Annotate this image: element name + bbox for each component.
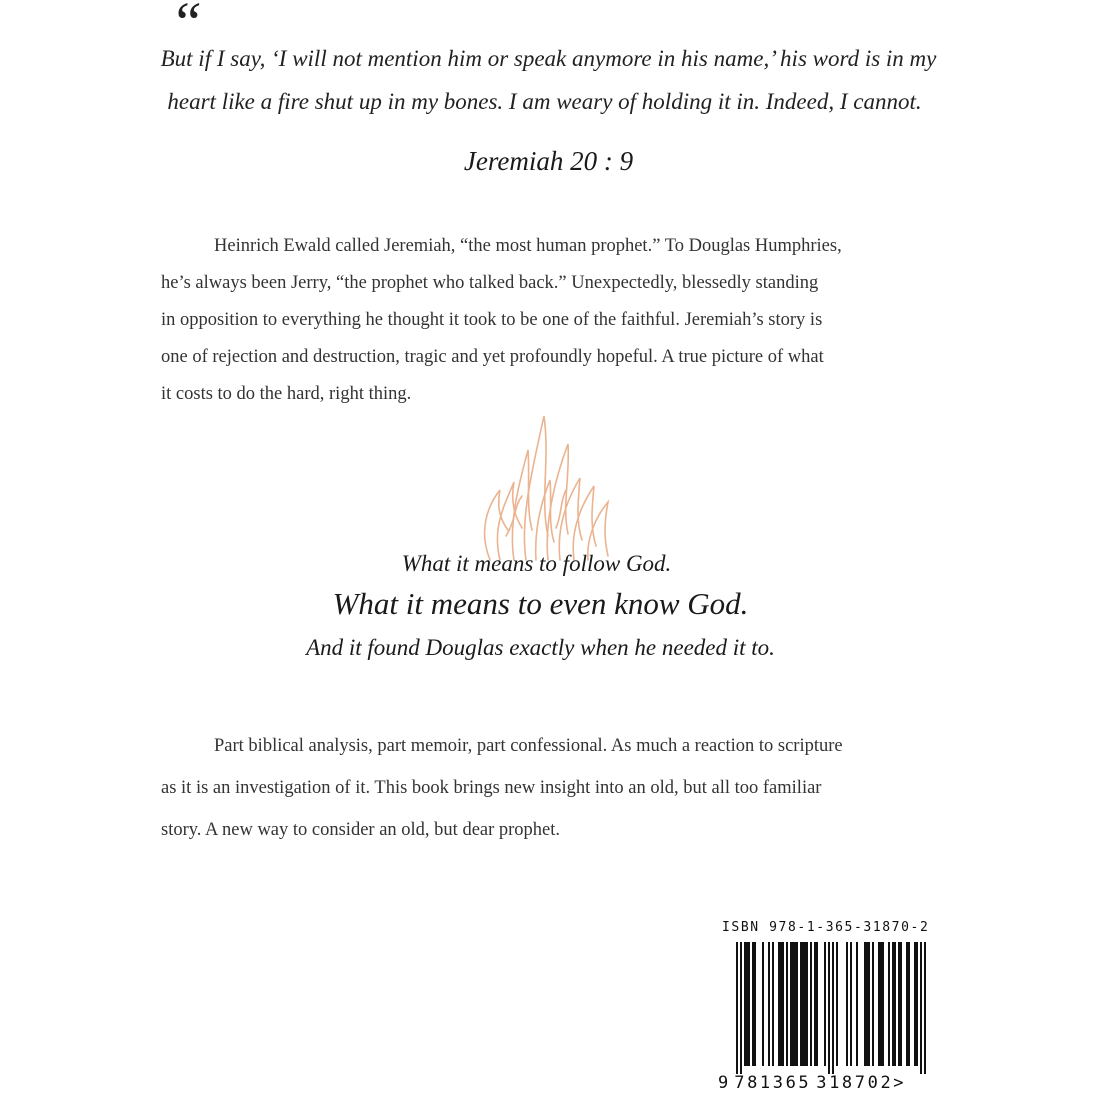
barcode-bar bbox=[868, 942, 870, 1066]
barcode-bar bbox=[810, 942, 812, 1066]
barcode-bar bbox=[792, 942, 794, 1066]
barcode-bar bbox=[772, 942, 774, 1066]
barcode-bar bbox=[836, 942, 838, 1066]
barcode-bar bbox=[804, 942, 806, 1066]
barcode-bar bbox=[814, 942, 816, 1066]
barcode-bar bbox=[806, 942, 808, 1066]
intro-line-1: Heinrich Ewald called Jeremiah, “the most human prophet.” To Douglas Humphries, bbox=[214, 236, 842, 256]
tagline-found-douglas: And it found Douglas exactly when he needed it to. bbox=[306, 635, 775, 660]
barcode-bar bbox=[816, 942, 818, 1066]
barcode-bar bbox=[780, 942, 782, 1066]
barcode-bar bbox=[752, 942, 754, 1066]
barcode-bar bbox=[894, 942, 896, 1066]
barcode-bar bbox=[746, 942, 748, 1066]
barcode-bars bbox=[736, 942, 936, 1074]
barcode-bar bbox=[796, 942, 798, 1066]
barcode-bar bbox=[754, 942, 756, 1066]
barcode-bar bbox=[866, 942, 868, 1066]
barcode-bar bbox=[748, 942, 750, 1066]
intro-line-3: in opposition to everything he thought it took to be one of the faithful. Jeremiah’s story is bbox=[161, 310, 823, 330]
closing-line-1: Part biblical analysis, part memoir, part confessional. As much a reaction to scripture bbox=[214, 736, 843, 756]
flame-icon bbox=[470, 410, 620, 570]
barcode-end-marker: > bbox=[893, 1073, 904, 1093]
barcode-first-digit: 9 bbox=[718, 1073, 729, 1093]
barcode-bar bbox=[900, 942, 902, 1066]
barcode-group-2: 318702 bbox=[816, 1073, 894, 1093]
barcode-bar bbox=[786, 942, 788, 1066]
barcode-group-1: 781365 bbox=[734, 1073, 812, 1093]
barcode-bar bbox=[782, 942, 784, 1066]
barcode-bar bbox=[832, 942, 834, 1074]
barcode-bar bbox=[790, 942, 792, 1066]
epigraph-line-2: heart like a fire shut up in my bones. I am weary of holding it in. Indeed, I cannot. bbox=[167, 89, 922, 114]
barcode-bar bbox=[744, 942, 746, 1066]
barcode-bar bbox=[882, 942, 884, 1066]
barcode-bar bbox=[906, 942, 908, 1066]
barcode-bar bbox=[914, 942, 916, 1066]
epigraph-line-1: But if I say, ‘I will not mention him or speak anymore in his name,’ his word is in my bbox=[160, 46, 937, 71]
barcode-bar bbox=[794, 942, 796, 1066]
barcode-bar bbox=[768, 942, 770, 1066]
barcode-bar bbox=[762, 942, 764, 1066]
barcode-bar bbox=[898, 942, 900, 1066]
barcode-bar bbox=[920, 942, 922, 1074]
intro-line-5: it costs to do the hard, right thing. bbox=[161, 384, 412, 404]
barcode-bar bbox=[802, 942, 804, 1066]
barcode-bar bbox=[824, 942, 826, 1066]
intro-line-4: one of rejection and destruction, tragic and yet profoundly hopeful. A true picture of what bbox=[161, 347, 824, 367]
intro-line-2: he’s always been Jerry, “the prophet who talked back.” Unexpectedly, blessedly standing bbox=[161, 273, 819, 293]
isbn-barcode bbox=[718, 920, 948, 1100]
barcode-bar bbox=[800, 942, 802, 1066]
barcode-bar bbox=[908, 942, 910, 1066]
barcode-bar bbox=[740, 942, 742, 1074]
barcode-bar bbox=[880, 942, 882, 1066]
barcode-bar bbox=[846, 942, 848, 1066]
barcode-bar bbox=[916, 942, 918, 1066]
barcode-bar bbox=[856, 942, 858, 1066]
barcode-bar bbox=[892, 942, 894, 1066]
barcode-bar bbox=[778, 942, 780, 1066]
barcode-bar bbox=[828, 942, 830, 1074]
tagline-know-god: What it means to even know God. bbox=[332, 586, 749, 621]
barcode-bar bbox=[736, 942, 738, 1074]
closing-line-2: as it is an investigation of it. This book brings new insight into an old, but all too familiar bbox=[161, 778, 822, 798]
closing-line-3: story. A new way to consider an old, but dear prophet. bbox=[161, 820, 561, 840]
scripture-reference: Jeremiah 20 : 9 bbox=[463, 146, 634, 176]
barcode-bar bbox=[888, 942, 890, 1066]
barcode-bar bbox=[878, 942, 880, 1066]
opening-quote-mark: “ bbox=[170, 0, 203, 55]
barcode-bar bbox=[924, 942, 926, 1074]
barcode-bar bbox=[872, 942, 874, 1066]
barcode-bar bbox=[850, 942, 852, 1066]
barcode-digits bbox=[718, 1073, 904, 1093]
barcode-bar bbox=[864, 942, 866, 1066]
isbn-label: ISBN 978-1-365-31870-2 bbox=[722, 920, 930, 935]
tagline-follow-god: What it means to follow God. bbox=[401, 551, 672, 576]
